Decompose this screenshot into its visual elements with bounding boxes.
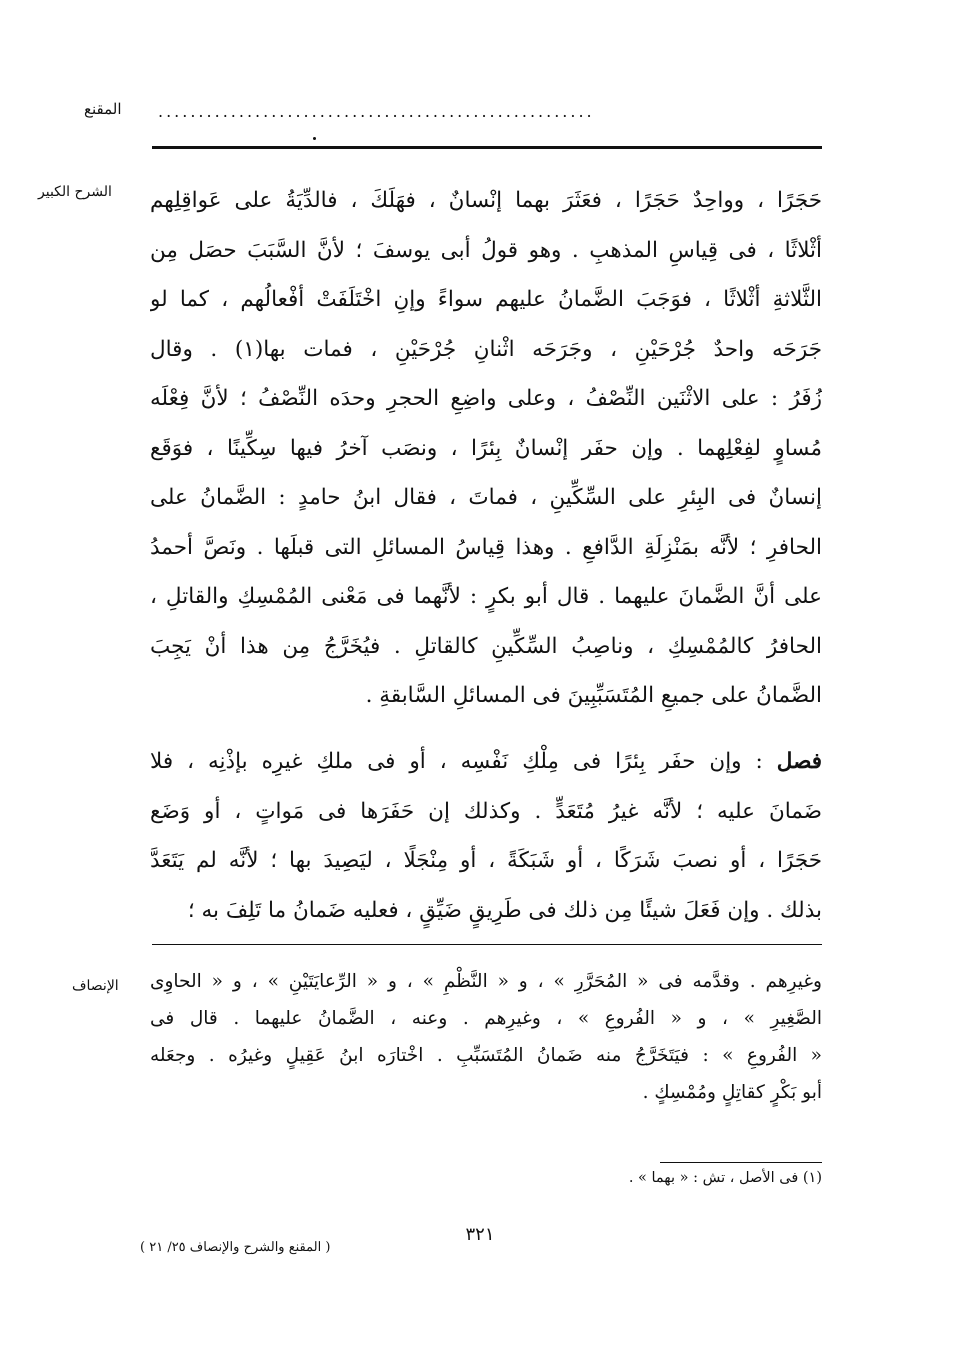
text-line: إنسانٌ فى البِئرِ على السِّكِّينِ ، فماتَ ، فقال ابنُ حامدٍ : الضَّمانُ على [150,485,822,510]
text-line: الصَّغِيرِ » ، و « الفُروعِ » ، وغيرِهم . وعنه ، الضَّمانُ عليهما . قال فى [150,1008,822,1029]
footnote-rule [660,1162,822,1163]
header-dotted-leader: ...................................................... [158,104,595,120]
margin-label-sharh: الشرح الكبير [38,184,112,200]
fasl-first-line [150,737,822,787]
text-line: حَجَرًا ، أو نصبَ شَرَكًا ، أو شَبَكَةً ، أو مِنْجَلًا ، ليَصِيدَ بها ؛ لأنَّه لم يَتَعَدَّ [150,848,822,873]
header-rule [152,146,822,149]
text-line: حَجَرًا ، وواحِدٌ حَجَرًا ، فعَثَرَ بهما إنْسانٌ ، فهَلَكَ ، فالدِّيَةُ على عَواقِلِهم [150,188,822,213]
fasl-heading: فصل [776,749,822,774]
text-line: بذلك . وإن فَعَلَ شيئًا مِن ذلك فى طَرِيقٍ ضَيِّقٍ ، فعليه ضَمانُ ما تَلِفَ به ؛ [187,897,822,923]
text-line: الحافرِ ؛ لأنَّه بمَنْزِلَةِ الدَّافعِ . وهذا قِياسُ المسائلِ التى قبلَها . ونَصَّ أحمدُ [150,534,822,560]
text-line: جَرَحَه واحدٌ جُرْحَيْنِ ، وجَرَحَه اثْنانِ جُرْحَيْنِ ، فمات بها(١) . وقال [150,336,822,362]
insaf-text [150,963,822,1111]
text-line: الثَّلاثةِ أثْلاثًا ، فوَجَبَ الضَّمانُ عليهم سواءً وإنِ اخْتَلَفَتْ أفْعالُهم ، كما لو [150,287,822,312]
text-line: أبو بَكْرٍ كقاتِلٍ ومُمْسِكٍ . [642,1082,822,1103]
text-line: الضَّمانُ على جميعِ المُتَسَبِّبِينَ فى المسائلِ السَّابقةِ . [365,683,822,708]
text-line: أثْلاثًا ، فى قِياسِ المذهبِ . وهو قولُ أبى يوسفَ ؛ لأنَّ السَّبَبَ حصَل مِن [150,237,822,263]
header-mark [313,137,316,140]
text-line: ضَمانَ عليه ؛ لأنَّه غيرُ مُتَعَدٍّ . وكذلك إن حَفَرَها فى مَواتٍ ، أو وَضَع [150,798,822,824]
volume-signature: ( المقنع والشرح والإنصاف ٢٥/ ٢١ ) [140,1240,331,1255]
section-divider [152,944,822,945]
running-header-title: المقنع [84,100,122,118]
text-line: وغيرِهم . وقدَّمه فى « المُحَرَّرِ » ، و « النَّظْمِ » ، و « الرِّعايَتَيْنِ » ، و « الحاوِى [150,971,822,992]
sharh-text [150,176,822,721]
margin-label-insaf: الإنصاف [72,978,119,994]
text-line: زُفَرُ : على الاثْنَين النِّصْفُ ، وعلى واضِعِ الحجرِ وحدَه النِّصْفُ ؛ لأنَّ فِعْلَه [150,386,822,411]
text-line: على أنَّ الضَّمانَ عليهما . قال أبو بكرٍ : لأنَّهما فى مَعْنى المُمْسِكِ والقاتلِ ، [150,584,822,609]
fasl-section [150,737,822,935]
page-number: ٣٢١ [465,1224,495,1245]
footnote: (١) فى الأصل ، تش : « بهما » . [628,1170,822,1186]
text-line: الحافرُ كالمُمْسِكِ ، وناصِبُ السِّكِّينِ كالقاتلِ . فيُخَرَّجُ مِن هذا أنْ يَجِبَ [150,633,822,659]
fasl-first-line-text: : وإن حفَر بِئرًا فى مِلْكِ نَفْسِه ، أو فى ملكِ غيرِه بإذْنِه ، فلا [150,749,777,774]
text-line: « الفُروعِ » : فيَتَخَرَّجُ منه ضَمانُ المُتَسَبِّبِ . اخْتارَه ابنُ عَقِيلٍ وغيرُه . وجعَله [150,1045,822,1066]
text-line: مُساوٍ لفِعْلِهما . وإن حفَر إنْسانٌ بِئرًا ، ونصَب آخرُ فيها سِكِّينًا ، فوَقَع [150,435,822,461]
